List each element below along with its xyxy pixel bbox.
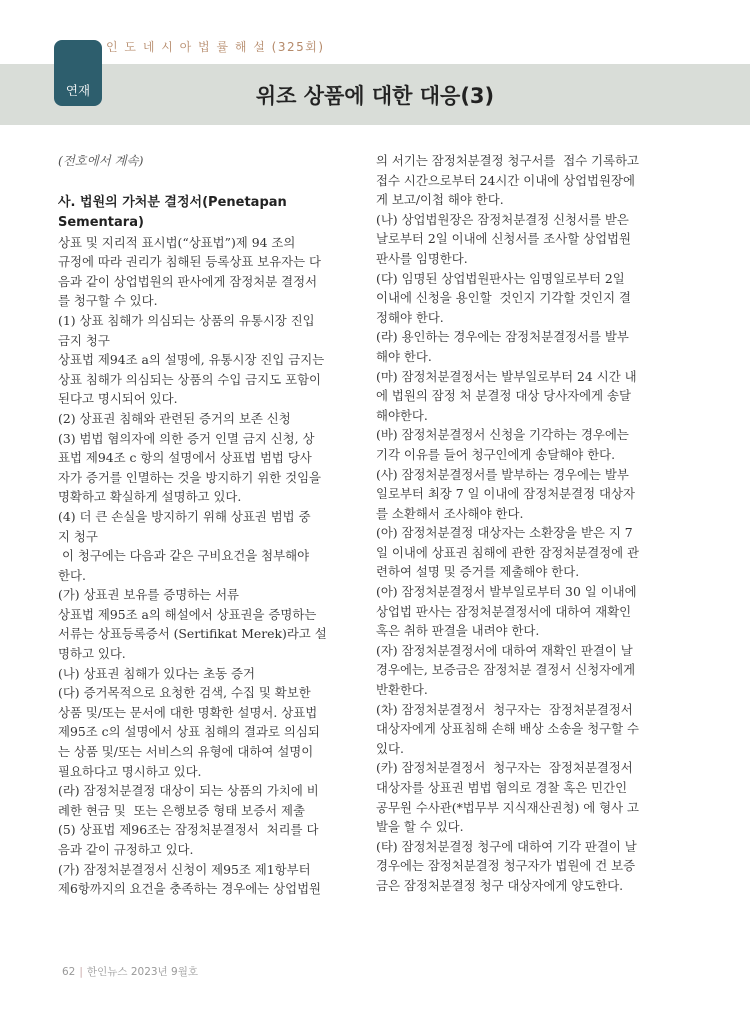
paragraph-line: (가) 상표권 보유를 증명하는 서류 bbox=[58, 587, 240, 603]
paragraph-line: (나) 상표권 침해가 있다는 초동 증거 bbox=[58, 665, 255, 681]
paragraph-line: (아) 잠정처분결정서 발부일로부터 30 일 이내에 bbox=[376, 584, 637, 600]
paragraph-line: 명확하고 확실하게 설명하고 있다. bbox=[58, 489, 242, 505]
paragraph-line: (나) 상업법원장은 잠정처분결정 신청서를 받은 bbox=[376, 211, 629, 227]
paragraph-line: 게 보고/이첩 해야 한다. bbox=[376, 192, 504, 208]
paragraph-line: (라) 잠정처분결정 대상이 되는 상품의 가치에 비 bbox=[58, 783, 319, 799]
paragraph-line: 대상자에게 상표침해 손해 배상 소송을 청구할 수 bbox=[376, 721, 640, 737]
paragraph-line: 제95조 c의 설명에서 상표 침해의 결과로 의심되 bbox=[58, 724, 320, 740]
paragraph-line: 를 소환해서 조사해야 한다. bbox=[376, 505, 524, 521]
paragraph-line: (자) 잠정처분결정서에 대하여 재확인 판결이 날 bbox=[376, 642, 633, 658]
paragraph-line: 례한 현금 및 또는 은행보증 형태 보증서 제출 bbox=[58, 802, 305, 818]
paragraph-line: (바) 잠정처분결정서 신청을 기각하는 경우에는 bbox=[376, 427, 629, 443]
paragraph-line: (2) 상표권 침해와 관련된 증거의 보존 신청 bbox=[58, 410, 291, 426]
paragraph-line: 서류는 상표등록증서 (Sertifikat Merek)라고 설 bbox=[58, 626, 327, 642]
paragraph-line: 경우에는, 보증금은 잠정처분 결정서 신청자에게 bbox=[376, 662, 636, 678]
paragraph-line: 된다고 명시되어 있다. bbox=[58, 391, 178, 407]
paragraph-line: 에 법원의 잠정 처 분결정 대상 당사자에게 송달 bbox=[376, 388, 631, 404]
paragraph-line: (사) 잠정처분결정서를 발부하는 경우에는 발부 bbox=[376, 466, 629, 482]
paragraph-line: 날로부터 2일 이내에 신청서를 조사할 상업법원 bbox=[376, 231, 631, 247]
paragraph-line: 상업법 판사는 잠정처분결정서에 대하여 재확인 bbox=[376, 603, 632, 619]
paragraph-line: (3) 범법 혐의자에 의한 증거 인멸 금지 신청, 상 bbox=[58, 430, 315, 446]
paragraph-line: (라) 용인하는 경우에는 잠정처분결정서를 발부 bbox=[376, 329, 629, 345]
paragraph-line: 판사를 임명한다. bbox=[376, 250, 468, 266]
paragraph-line: 한다. bbox=[58, 567, 86, 583]
paragraph-line: 혹은 취하 판결을 내려야 한다. bbox=[376, 623, 540, 639]
paragraph-line: 반환한다. bbox=[376, 682, 428, 698]
paragraph-line: 대상자를 상표권 범법 혐의로 경찰 혹은 민간인 bbox=[376, 780, 628, 795]
paragraph-line: (마) 잠정처분결정서는 발부일로부터 24 시간 내 bbox=[376, 368, 637, 384]
paragraph-line: 음과 같이 규정하고 있다. bbox=[58, 842, 194, 857]
paragraph-line: (타) 잠정처분결정 청구에 대하여 기각 판결이 날 bbox=[376, 838, 637, 854]
section-tab-label: 연재 bbox=[65, 83, 91, 98]
paragraph-line: 상표법 제95조 a의 해설에서 상표권을 증명하는 bbox=[58, 606, 317, 622]
paragraph-line: (4) 더 큰 손실을 방지하기 위해 상표권 범법 중 bbox=[58, 508, 311, 524]
paragraph-line: 규정에 따라 권리가 침해된 등록상표 보유자는 다 bbox=[58, 254, 322, 270]
page-footer bbox=[62, 964, 198, 979]
right-column bbox=[376, 151, 666, 896]
paragraph-line: 를 청구할 수 있다. bbox=[58, 293, 158, 309]
paragraph-line: 금은 잠정처분결정 청구 대상자에게 양도한다. bbox=[376, 877, 624, 893]
paragraph-line: 공무원 수사관(*법무부 지식재산권청) 에 형사 고 bbox=[376, 799, 639, 815]
paragraph-line: (차) 잠정처분결정서 청구자는 잠정처분결정서 bbox=[376, 701, 633, 717]
paragraph-line: 제6항까지의 요건을 충족하는 경우에는 상업법원 bbox=[58, 881, 322, 897]
paragraph-line: 명하고 있다. bbox=[58, 646, 126, 662]
paragraph-line: (다) 임명된 상업법원판사는 임명일로부터 2일 bbox=[376, 270, 625, 286]
paragraph-line: 이내에 신청을 용인할 것인지 기각할 것인지 결 bbox=[376, 290, 631, 306]
paragraph-line: 상표 침해가 의심되는 상품의 수입 금지도 포함이 bbox=[58, 371, 322, 387]
paragraph-line: 의 서기는 잠정처분결정 청구서를 접수 기록하고 bbox=[376, 153, 640, 168]
paragraph-line: 표법 제94조 c 항의 설명에서 상표법 범법 당사 bbox=[58, 450, 312, 466]
paragraph-line: 해야 한다. bbox=[376, 348, 432, 364]
paragraph-line: 기각 이유를 들어 청구인에게 송달해야 한다. bbox=[376, 446, 616, 462]
paragraph-line: 는 상품 및/또는 서비스의 유형에 대하여 설명이 bbox=[58, 744, 314, 760]
paragraph-line: 금지 청구 bbox=[58, 332, 110, 348]
paragraph-line: (가) 잠정처분결정서 신청이 제95조 제1항부터 bbox=[58, 861, 311, 877]
paragraph-line: 상표법 제94조 a의 설명에, 유통시장 진입 금지는 bbox=[58, 352, 325, 368]
paragraph-line: 접수 시간으로부터 24시간 이내에 상업법원장에 bbox=[376, 172, 635, 188]
footer-divider: | bbox=[79, 966, 83, 978]
paragraph-line: 련하여 설명 및 증거를 제출해야 한다. bbox=[376, 564, 580, 580]
issue-label: 한인뉴스 2023년 9월호 bbox=[86, 966, 198, 978]
paragraph-line: 경우에는 잠정처분결정 청구자가 법원에 건 보증 bbox=[376, 858, 636, 874]
section-heading: 사. 법원의 가처분 결정서(Penetapan bbox=[58, 194, 287, 210]
paragraph-line: 상품 및/또는 문서에 대한 명확한 설명서. 상표법 bbox=[58, 704, 318, 720]
paragraph-line: (카) 잠정처분결정서 청구자는 잠정처분결정서 bbox=[376, 760, 633, 776]
article-title: 위조 상품에 대한 대응(3) bbox=[255, 84, 495, 108]
paragraph-line: 자가 증거를 인멸하는 것을 방지하기 위한 것임을 bbox=[58, 469, 322, 485]
left-column bbox=[58, 151, 350, 899]
paragraph-line: 음과 같이 상업법원의 판사에게 잠정처분 결정서 bbox=[58, 273, 318, 289]
page-number: 62 bbox=[62, 966, 76, 978]
paragraph-line: 상표 및 지리적 표시법(“상표법”)제 94 조의 bbox=[58, 234, 296, 250]
paragraph-line: (1) 상표 침해가 의심되는 상품의 유통시장 진입 bbox=[58, 312, 315, 328]
paragraph-line: (아) 잠정처분결정 대상자는 소환장을 받은 지 7 bbox=[376, 525, 633, 541]
series-label: 인 도 네 시 아 법 률 해 설 (325회) bbox=[106, 40, 325, 54]
paragraph-line: 있다. bbox=[376, 740, 404, 756]
paragraph-line: 지 청구 bbox=[58, 528, 98, 544]
paragraph-line: (5) 상표법 제96조는 잠정처분결정서 처리를 다 bbox=[58, 822, 319, 838]
paragraph-line: 일 이내에 상표권 침해에 관한 잠정처분결정에 관 bbox=[376, 544, 640, 560]
paragraph-line: 일로부터 최장 7 일 이내에 잠정처분결정 대상자 bbox=[376, 486, 635, 502]
paragraph-line: 필요하다고 명시하고 있다. bbox=[58, 763, 202, 779]
section-heading-cont: Sementara) bbox=[58, 214, 144, 230]
paragraph-line: 이 청구에는 다음과 같은 구비요건을 첨부해야 bbox=[58, 548, 310, 564]
paragraph-line: 발을 할 수 있다. bbox=[376, 819, 464, 835]
paragraph-line: 해야한다. bbox=[376, 407, 428, 423]
paragraph-line: (다) 증거목적으로 요청한 검색, 수집 및 확보한 bbox=[58, 685, 311, 701]
continuation-note: (전호에서 계속) bbox=[58, 153, 144, 168]
paragraph-line: 정해야 한다. bbox=[376, 309, 444, 325]
